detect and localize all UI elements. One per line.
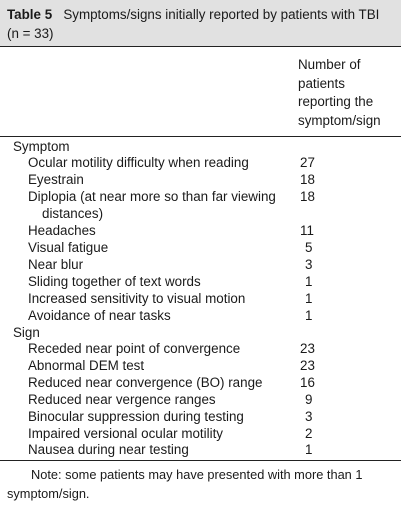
table-row-value: 23 [300, 358, 315, 373]
table-row-label: Sliding together of text words [28, 274, 201, 289]
table-row-label-text: Diplopia (at near more so than far viewing distances) [28, 189, 276, 221]
table-note: Note: some patients may have presented with more than 1 symptom/sign. [7, 467, 363, 501]
table-row-value: 1 [305, 274, 313, 289]
table-row-label: Avoidance of near tasks [28, 308, 171, 323]
table-title: Symptoms/signs initially reported by patients with TBI (n = 33) [7, 7, 380, 41]
table-row-value: 11 [300, 223, 314, 238]
table-row-value: 1 [305, 442, 313, 457]
table-row-value: 3 [305, 409, 313, 424]
table-row-label: Increased sensitivity to visual motion [28, 291, 246, 306]
table-row-label: Headaches [28, 223, 96, 238]
header-rule [0, 136, 401, 137]
table-row-value: 2 [305, 426, 313, 441]
table-row-label: Binocular suppression during testing [28, 409, 244, 424]
table-row-label: Receded near point of convergence [28, 341, 241, 356]
table-caption [0, 0, 401, 46]
table-row-value: 1 [305, 308, 313, 323]
table-row-value: 3 [305, 257, 313, 272]
table-row-label [28, 189, 278, 222]
table-row-label: Reduced near convergence (BO) range [28, 375, 263, 390]
table-row-value: 18 [300, 172, 315, 187]
table-row-label: Impaired versional ocular motility [28, 426, 223, 441]
table-label: Table 5 [7, 7, 53, 22]
section-label-symptom: Symptom [13, 139, 70, 154]
column-header: Number of patients reporting the symptom/sign [298, 57, 381, 128]
table-row-value: 5 [305, 240, 313, 255]
table-row-label: Near blur [28, 257, 84, 272]
table-row-label: Abnormal DEM test [28, 358, 145, 373]
table-row-value: 27 [300, 155, 315, 170]
bottom-rule [0, 460, 401, 461]
table-row-value: 23 [300, 341, 315, 356]
table-row-value: 18 [300, 189, 315, 204]
top-rule [0, 46, 401, 47]
table-row-value: 16 [300, 375, 315, 390]
table-row-value: 1 [305, 291, 313, 306]
section-label-sign: Sign [13, 325, 40, 340]
table-row-label: Nausea during near testing [28, 442, 189, 457]
table-row-label: Eyestrain [28, 172, 84, 187]
table-row-label: Visual fatigue [28, 240, 109, 255]
table-row-value: 9 [305, 392, 313, 407]
table-row-label: Reduced near vergence ranges [28, 392, 216, 407]
table-row-label: Ocular motility difficulty when reading [28, 155, 249, 170]
